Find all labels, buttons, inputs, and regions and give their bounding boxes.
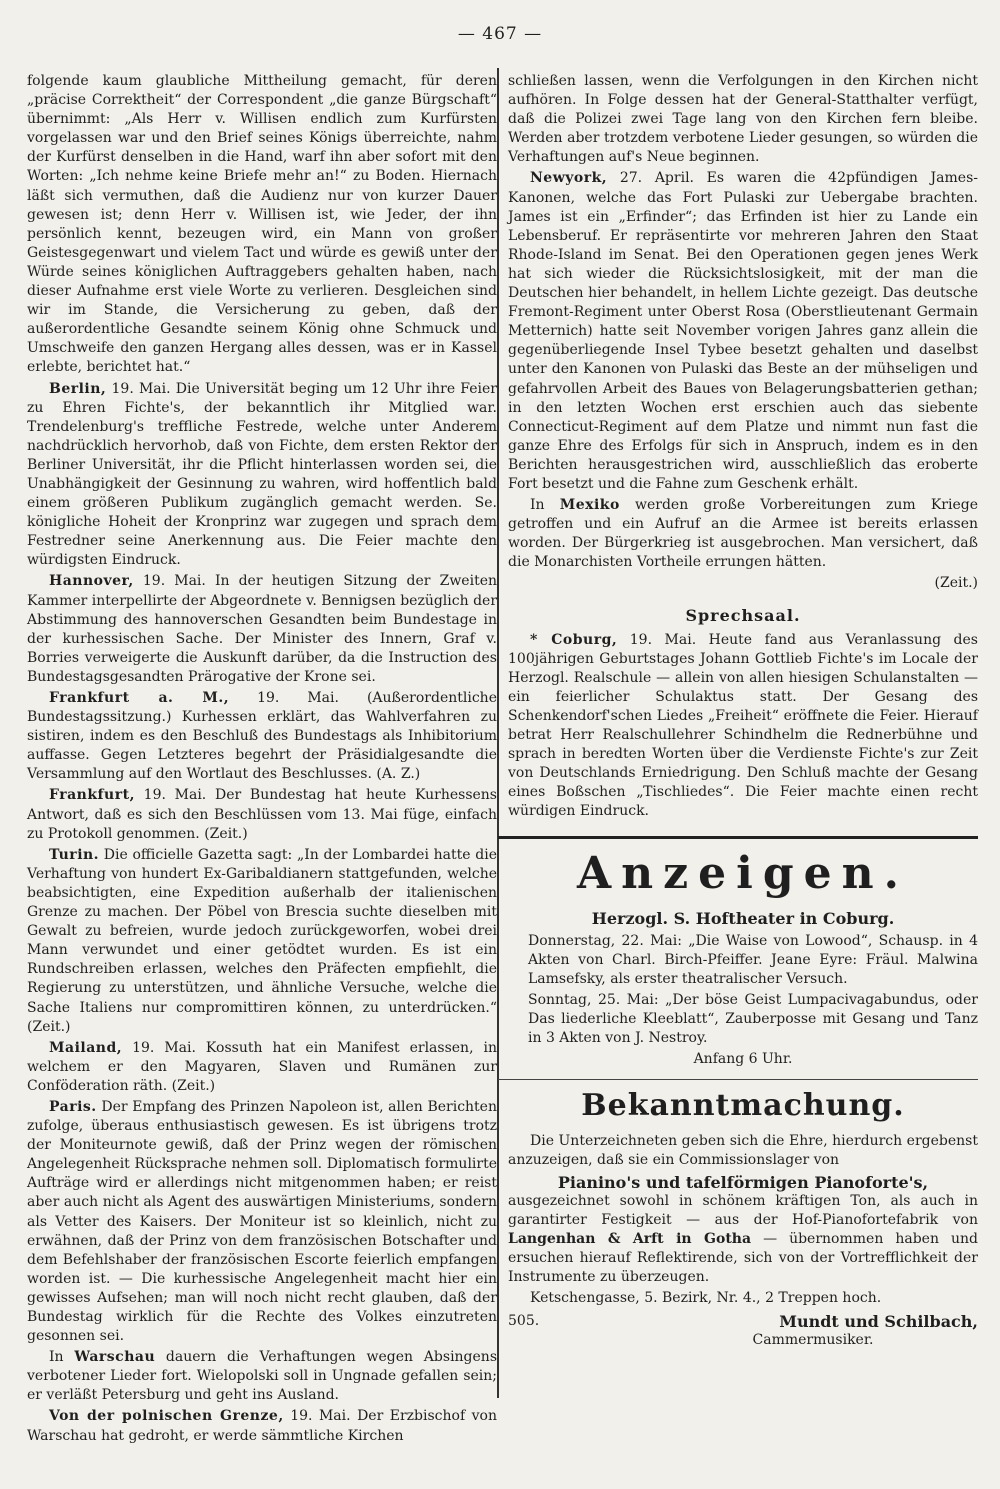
article-text: Der Empfang des Prinzen Napoleon ist, allen Berichten zufolge, überaus enthusiastisch gewesen. Es ist übrigens trotz der Moniteurnote gewiß, daß der Prinz wegen der römischen Angelegenheit Rücksprache nehmen soll. Diplomatisch formulirte Aufträge wird er allerdings nicht mitgenommen haben; er reist aber auch nicht als Agent des auswärtigen Ministeriums, sondern als Vetter des Kaisers. Der Moniteur ist so kleinlich, nicht zu erwähnen, daß der Prinz von dem französischen Botschafter und dem Befehlshaber der französischen Escorte feierlich empfangen worden ist. — Die kurhessische Angelegenheit macht hier ein gewisses Aufsehen; man will noch nicht recht glauben, daß der Bundestag wirklich für die Rechte des Volkes einzutreten gesonnen sei. (27, 1098, 497, 1345)
announcement-signature-row (508, 1312, 978, 1331)
ad-number: 505. (508, 1313, 540, 1330)
dateline-place: Warschau (74, 1349, 156, 1366)
article-text: 27. April. Es waren die 42pfündigen James-Kanonen, welche das Fort Pulaski zur Uebergabe brachten. James ist ein „Erfinder“; das Erfinden ist hier zu Lande ein Lebensberuf. Er repräsentirte vor mehreren Jahren den Staat Rhode-Island im Senat. Bei den Operationen gegen jenes Werk hat sich wieder die Rücksichtslosigkeit, mit der man die Deutschen hier behandelt, in hellem Lichte gezeigt. Das deutsche Fremont-Regiment unter Oberst Rosa (Oberstlieutenant Germain Metternich) hatte seit November vorigen Jahres ganz allein die gegenüberliegende Insel Tybee besetzt gehalten und daselbst unter den Kanonen von Pulaski das Beste an der mühseligen und gefahrvollen Arbeit des Baues von Belagerungsbatterien gethan; in den letzten Wochen erst erschien auch das siebente Connecticut-Regiment auf dem Platze und nimmt nun fast die ganze Ehre des Erfolgs für sich in Anspruch, indem es in den Berichten herausgestrichen wird, ausschließlich das eroberte Fort besetzt und die Fahne zum Geschenk erhält. (508, 170, 978, 492)
article-text: 19. Mai. Kossuth hat ein Manifest erlassen, in welchem er den Magyaren, Slaven und Rumänen zur Conföderation räth. (27, 1039, 497, 1094)
article-text: In (49, 1349, 75, 1366)
announcement-text (508, 1192, 978, 1287)
announcement-text-part: — übernommen haben und ersuchen hierauf Reflektirende, sich von der Vortrefflichkeit der Instrumente zu überzeugen. (508, 1230, 978, 1285)
announcement-text-part: ausgezeichnet sowohl in schönem kräftigen Ton, als auch in garantirter Festigkeit — aus der Hof-Pianofortefabrik von (508, 1192, 978, 1228)
source-note: (Zeit.) (204, 825, 248, 842)
announcement-title: Bekanntmachung. (581, 1088, 905, 1124)
article-frankfurt-2 (27, 786, 497, 843)
dateline-place: Berlin, (49, 380, 107, 397)
left-column (27, 72, 497, 1448)
right-column (508, 72, 978, 1350)
theater-heading: Herzogl. S. Hoftheater in Coburg. (591, 908, 895, 928)
article-text: 19. Mai. In der heutigen Sitzung der Zweiten Kammer interpellirte der Abgeordnete v. Bennigsen bezüglich der Abstimmung des hannoverschen Gesandten beim Bundestage in der kurhessischen Sache. Der Minister des Innern, Graf v. Borries verweigerte die Auskunft darüber, da die Instruction des Bundestagsgesandten Prärogative der Krone sei. (27, 573, 498, 685)
article-text: werden große Vorbereitungen zum Kriege getroffen und ein Aufruf an die Armee ist bereits erlassen worden. Der Bürgerkrieg ist ausgebrochen. Man versichert, daß die Monarchisten Vortheile errungen hätten. (508, 497, 978, 571)
article-text: 19. Mai. (Außerordentliche Bundestagssitzung.) Kurhessen erklärt, das Wahlverfahren zu sistiren, indem es den Beschluß des Bundestags als Inhibitorium auffasse. Gegen Letzteres begehrt der Präsidialgesandte die Versammlung auf den Wortlaut des Beschlusses. (27, 690, 497, 783)
dateline-place: Von der polnischen Grenze, (49, 1408, 284, 1425)
signature: Mundt und Schilbach, (779, 1312, 978, 1332)
theater-start-time: Anfang 6 Uhr. (693, 1051, 793, 1068)
announcement-firm: Langenhan & Arft in Gotha (508, 1230, 752, 1247)
page-number: — 467 — (457, 24, 543, 44)
article-frankfurt-1 (27, 689, 497, 784)
section-title-sprechsaal: Sprechsaal. (685, 605, 801, 625)
announcement-address: Ketschengasse, 5. Bezirk, Nr. 4., 2 Treppen hoch. (530, 1290, 882, 1307)
article-continuation: schließen lassen, wenn die Verfolgungen in den Kirchen nicht aufhören. In Folge dessen hat der General-Statthalter verfügt, daß die Polizei zwei Tage lang von den Kirchen fern bleibe. Werden aber trotzdem verbotene Lieder gesungen, so würden die Verhaftungen auf's Neue beginnen. (508, 73, 978, 166)
article-hannover (27, 572, 497, 687)
section-rule (498, 836, 978, 839)
article-text: 19. Mai. Die Universität beging um 12 Uhr ihre Feier zu Ehren Fichte's, der bekanntlich ihr Mitglied war. Trendelenburg's treffliche Festrede, welche unter Anderem nachdrücklich hervorhob, daß von Fichte, dem ersten Rektor der Berliner Universität, ihr die Pflicht hinterlassen worden sei, die Unabhängigkeit der Gesinnung zu wahren, wird hoffentlich bald einem größeren Publikum zugänglich gemacht werden. Se. königliche Hoheit der Kronprinz war zugegen und sprach dem Festredner seine Anerkennung aus. Die Feier machte den würdigsten Eindruck. (27, 380, 497, 569)
announcement-text: Die Unterzeichneten geben sich die Ehre, hierdurch ergebenst anzuzeigen, daß sie ein Commissionslager von (508, 1133, 978, 1169)
article-newyork (508, 169, 978, 494)
section-title-anzeigen: Anzeigen. (577, 847, 909, 899)
article-text: 19. Mai. Der Erzbischof von Warschau hat gedroht, er werde sämmtliche Kirchen (27, 1408, 497, 1444)
article-text: Die officielle Gazetta sagt: „In der Lombardei hatte die Verhaftung von hundert Ex-Garibaldianern stattgefunden, welche beabsichtigten, eine Expedition außerhalb der italienischen Grenze zu machen. Der Pöbel von Brescia suchte dieselben mit Gewalt zu befreien, wurde jedoch zurückgeworfen, wobei drei Mann verwundet und einer getödtet wurden. Es ist ein Rundschreiben erlassen, welches den Präfecten empfiehlt, die Regierung zu unterstützen, und ähnliche Versuche, welche die Sache Italiens nur compromittiren können, zu unterdrücken.“ (27, 846, 497, 1016)
dateline-place: Frankfurt a. M., (49, 690, 230, 706)
article-paris (27, 1098, 497, 1346)
dateline-place: Turin. (49, 846, 100, 863)
theater-listing: Sonntag, 25. Mai: „Der böse Geist Lumpacivagabundus, oder Das liederliche Kleeblatt“, Zauberposse mit Gesang und Tanz in 3 Akten von J. Nestroy. (528, 991, 978, 1047)
article-polnische-grenze (27, 1407, 497, 1445)
ad-rule (498, 1079, 978, 1080)
article-turin (27, 846, 497, 1037)
source-note: (Zeit.) (27, 1018, 71, 1035)
article-continuation: folgende kaum glaubliche Mittheilung gemacht, für deren „präcise Correktheit“ der Correspondent „die ganze Bürgschaft“ übernimmt: „Als Herr v. Willisen endlich zum Kurfürsten vorgelassen war und den Brief seines Königs überreichte, nahm der Kurfürst denselben in die Hand, warf ihn aber sofort mit den Worten: „Ich nehme keine Briefe mehr an!“ zu Boden. Hiernach läßt sich vermuthen, daß die Audienz nur von kurzer Dauer gewesen ist; denn Herr v. Willisen ist, wie Jeder, der ihn persönlich kennt, bezeugen wird, ein Mann von großer Geistesgegenwart und vielem Tact und würde es gewiß unter der Würde seines königlichen Auftraggebers gehalten haben, nach dieser Aufnahme erst viele Worte zu verlieren. Desgleichen sind wir im Stande, die Versicherung zu geben, daß der außerordentliche Gesandte seinem König ohne Schmuck und Umschweife den ganzen Hergang alles dessen, was er in Kassel erlebte, berichtet hat.“ (27, 73, 497, 376)
dateline-place: Mexiko (559, 497, 620, 514)
dateline-place: Frankfurt, (49, 787, 135, 804)
theater-listing: Donnerstag, 22. Mai: „Die Waise von Lowood“, Schausp. in 4 Akten von Charl. Birch-Pfeiffer. Jeane Eyre: Fräul. Malwina Lamsefsky, als erster theatralischer Versuch. (528, 932, 978, 987)
dateline-place: Hannover, (49, 573, 134, 590)
article-berlin (27, 380, 497, 571)
column-divider (497, 68, 499, 1398)
dateline-place: * Coburg, (530, 631, 618, 648)
article-text: In (530, 497, 560, 514)
article-text: 19. Mai. Der Bundestag hat heute Kurhessens Antwort, daß es sich den Beschlüssen vom 13. Mai füge, einfach zu Protokoll genommen. (27, 787, 497, 842)
article-mailand (27, 1039, 497, 1096)
article-text: 19. Mai. Heute fand aus Veranlassung des 100jährigen Geburtstages Johann Gottlieb Fichte's im Locale der Herzogl. Realschule — allein von allen hiesigen Schulanstalten — ein feierlicher Schulaktus statt. Der Gesang des Schenkendorf'schen Liedes „Freiheit“ eröffnete die Feier. Hierauf betrat Herr Realschullehrer Schindhelm die Rednerbühne und sprach in beredten Worten über die Verdienste Fichte's zur Zeit von Deutschlands Erniedrigung. Den Schluß machte der Gesang eines Boßschen „Tischliedes“. Die Feier machte einen recht würdigen Eindruck. (508, 631, 978, 820)
source-note: (A. Z.) (376, 766, 421, 783)
dateline-place: Paris. (49, 1098, 97, 1115)
article-mexiko (508, 496, 978, 572)
article-text: dauern die Verhaftungen wegen Absingens verbotener Lieder fort. Wielopolski soll in Ungnade gefallen sein; er verläßt Petersburg und geht ins Ausland. (27, 1349, 498, 1404)
article-coburg (508, 631, 978, 822)
article-warschau (27, 1348, 497, 1405)
signature-role: Cammermusiker. (752, 1332, 874, 1349)
source-note: (Zeit.) (934, 575, 978, 592)
announcement-product: Pianino's und tafelförmigen Pianoforte's, (557, 1172, 929, 1192)
source-note: (Zeit.) (171, 1077, 216, 1094)
dateline-place: Mailand, (49, 1039, 123, 1056)
dateline-place: Newyork, (530, 170, 608, 187)
